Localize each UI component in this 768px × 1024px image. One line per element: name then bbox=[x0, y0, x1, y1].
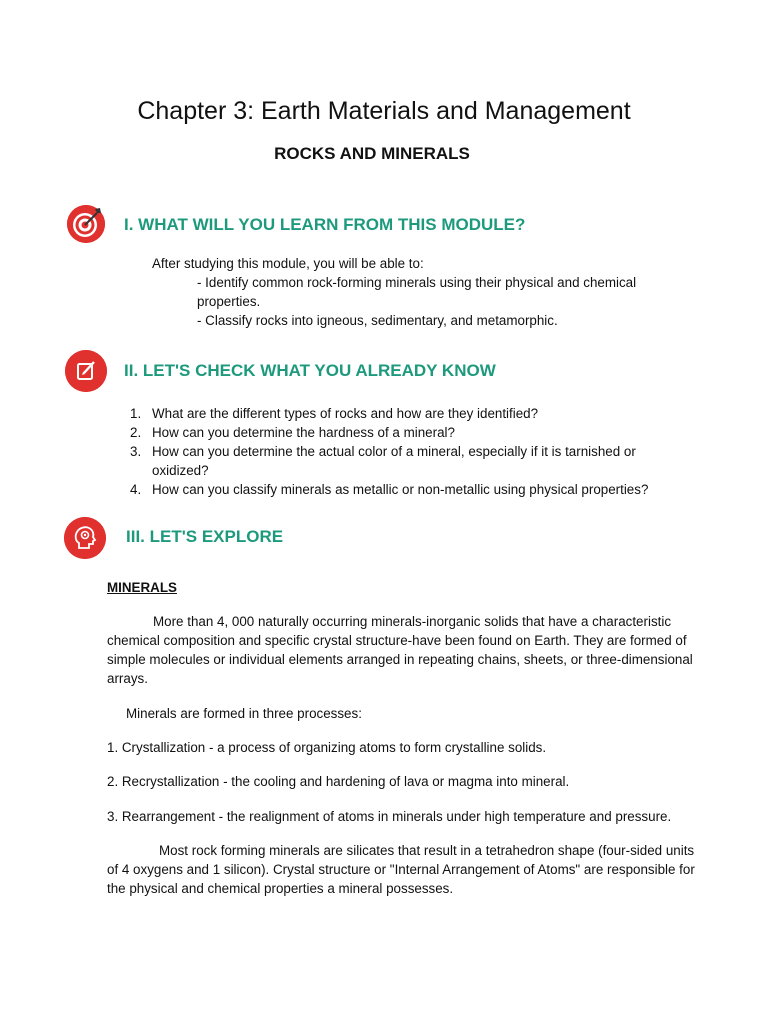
paragraph-intro: More than 4, 000 naturally occurring minerals-inorganic solids that have a characteristic chemical composition and specific crystal structure-have been found on Earth. They are formed of simple molecules or individual elements arranged in repeating chains, sheets, or three-dimensional arrays. bbox=[107, 614, 693, 686]
section-heading-explore: III. LET'S EXPLORE bbox=[126, 527, 284, 546]
question-text: What are the different types of rocks and how are they identified? bbox=[152, 406, 539, 421]
minerals-subheading: MINERALS bbox=[107, 580, 177, 595]
question-text: How can you determine the hardness of a mineral? bbox=[152, 425, 455, 440]
question-number: 3. bbox=[130, 444, 142, 459]
question-list bbox=[130, 404, 690, 499]
process-item: 2. Recrystallization - the cooling and hardening of lava or magma into mineral. bbox=[107, 774, 570, 789]
section-heading-check: II. LET'S CHECK WHAT YOU ALREADY KNOW bbox=[124, 361, 496, 380]
head-gear-icon bbox=[64, 517, 106, 559]
page-title: Chapter 3: Earth Materials and Management bbox=[137, 97, 631, 125]
objectives-intro: After studying this module, you will be able to: bbox=[152, 256, 424, 271]
paragraph-silicates: Most rock forming minerals are silicates that result in a tetrahedron shape (four-sided units of 4 oxygens and 1 silicon). Crystal structure or "Internal Arrangement of Atoms" are responsible for the physical and chemical properties a mineral possesses. bbox=[107, 843, 695, 896]
process-item: 1. Crystallization - a process of organizing atoms to form crystalline solids. bbox=[107, 740, 547, 755]
question-text: How can you classify minerals as metallic or non-metallic using physical properties? bbox=[152, 482, 649, 497]
objective-item-continued: properties. bbox=[197, 294, 261, 309]
question-number: 1. bbox=[130, 406, 142, 421]
list-item bbox=[130, 480, 690, 499]
section-heading-learn: I. WHAT WILL YOU LEARN FROM THIS MODULE? bbox=[124, 215, 526, 234]
process-item: 3. Rearrangement - the realignment of atoms in minerals under high temperature and pressure. bbox=[107, 809, 672, 824]
pencil-edit-icon bbox=[65, 350, 107, 392]
list-item bbox=[130, 442, 690, 480]
page-subtitle: ROCKS AND MINERALS bbox=[274, 144, 470, 163]
target-icon bbox=[67, 205, 105, 243]
paragraph-processes: Minerals are formed in three processes: bbox=[126, 706, 362, 721]
objective-item: - Classify rocks into igneous, sedimentary, and metamorphic. bbox=[197, 313, 558, 328]
list-item bbox=[130, 404, 690, 423]
objective-item: - Identify common rock-forming minerals using their physical and chemical bbox=[197, 275, 637, 290]
question-text: How can you determine the actual color of a mineral, especially if it is tarnished or oxidized? bbox=[152, 444, 636, 478]
question-number: 4. bbox=[130, 482, 142, 497]
list-item bbox=[130, 423, 690, 442]
question-number: 2. bbox=[130, 425, 142, 440]
